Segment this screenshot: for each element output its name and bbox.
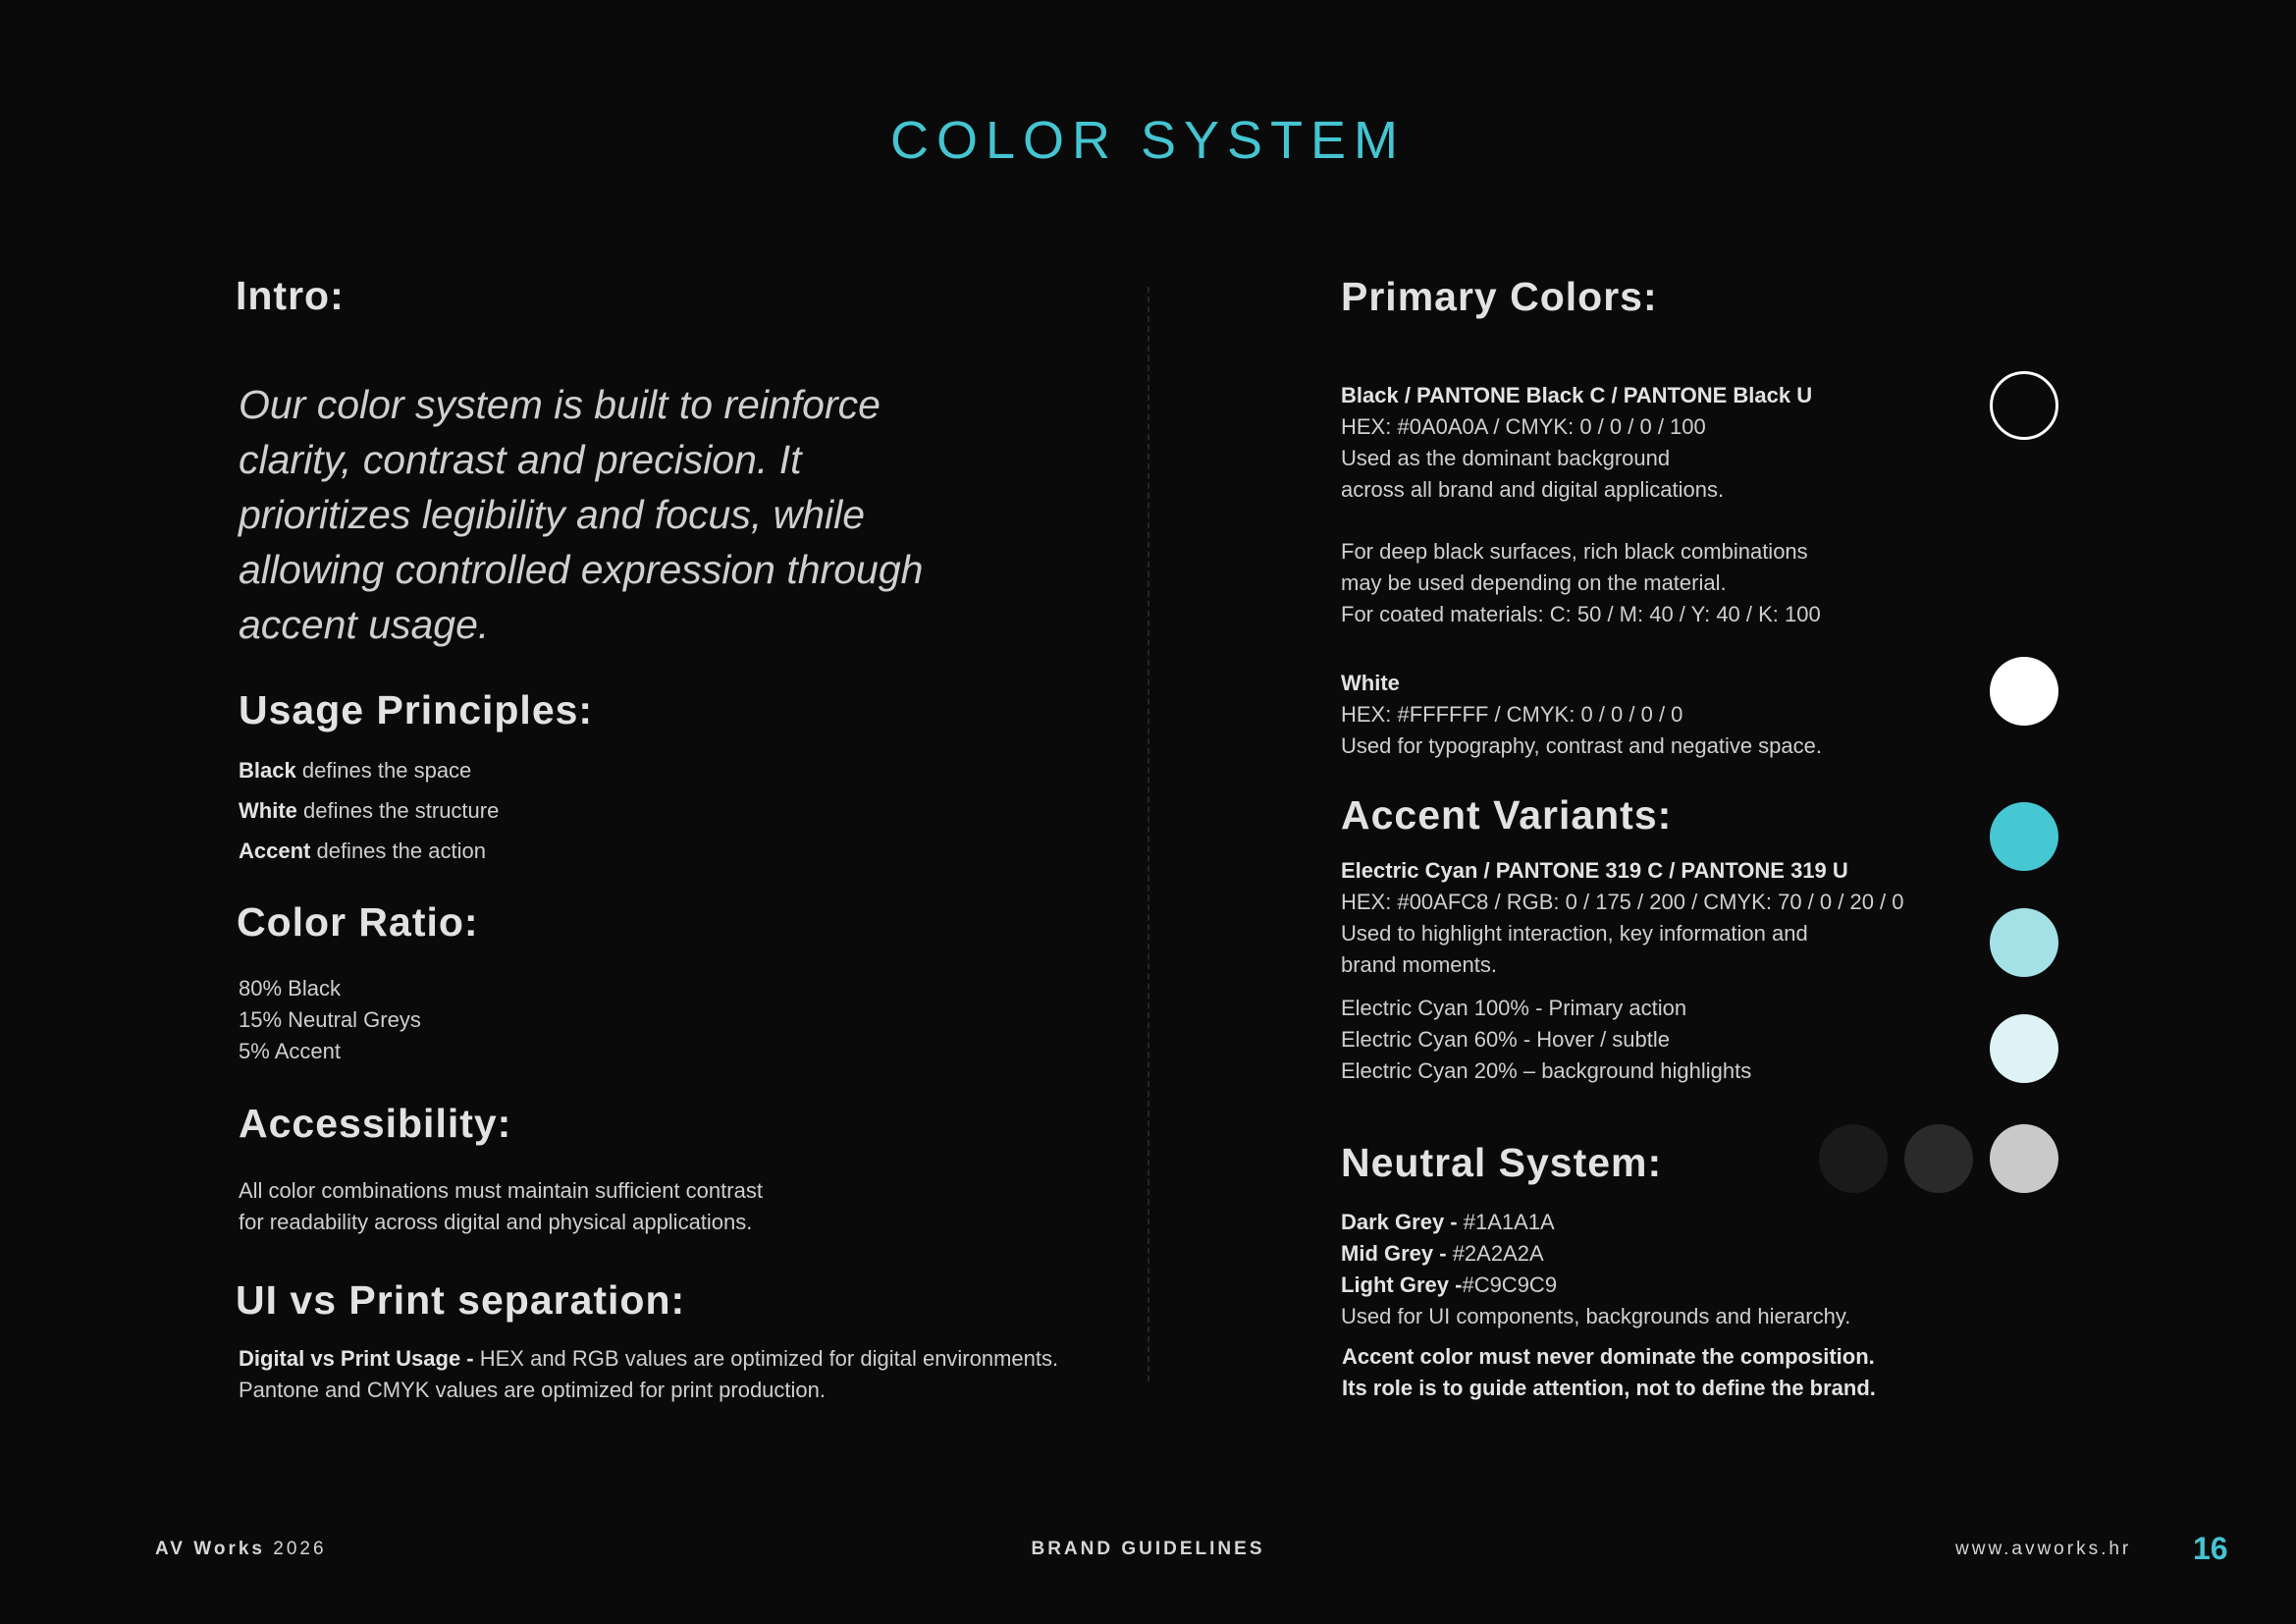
- accent-variants-heading: Accent Variants:: [1341, 792, 1673, 838]
- white-color-values: HEX: #FFFFFF / CMYK: 0 / 0 / 0 / 0: [1341, 702, 1683, 727]
- usage-principle-label: White: [239, 798, 297, 823]
- separation-line: Pantone and CMYK values are optimized for print production.: [239, 1378, 826, 1402]
- footer-url: www.avworks.hr: [1955, 1539, 2132, 1559]
- accent-usage-note: [1342, 1341, 1876, 1404]
- color-ratio-accent: 5% Accent: [239, 1039, 341, 1063]
- separation-heading: UI vs Print separation:: [236, 1277, 686, 1323]
- cyan-20-swatch: [1990, 1014, 2058, 1083]
- primary-colors-heading: Primary Colors:: [1341, 274, 1658, 319]
- cyan-60-swatch: [1990, 908, 2058, 977]
- usage-principle-text: defines the action: [310, 839, 486, 863]
- column-divider: [1148, 287, 1149, 1381]
- light-grey-swatch: [1990, 1124, 2058, 1193]
- usage-principle-black: [239, 755, 471, 786]
- accessibility-text: [239, 1175, 763, 1238]
- rich-black-note: [1341, 536, 1821, 630]
- intro-heading: Intro:: [236, 273, 345, 318]
- color-ratio-black: 80% Black: [239, 976, 341, 1001]
- usage-principle-text: defines the space: [295, 758, 472, 783]
- intro-text: Our color system is built to reinforce clarity, contrast and precision. It prioritizes legibility and focus, while allowing controlled expression through accent usage.: [239, 382, 924, 647]
- rich-black-line: For deep black surfaces, rich black combinations: [1341, 539, 1808, 564]
- neutral-desc: Used for UI components, backgrounds and hierarchy.: [1341, 1304, 1851, 1328]
- accessibility-heading: Accessibility:: [239, 1101, 512, 1146]
- accent-note-line: Its role is to guide attention, not to define the brand.: [1342, 1376, 1876, 1400]
- usage-principles-heading: Usage Principles:: [239, 687, 594, 732]
- accent-tints-list: [1341, 993, 1751, 1087]
- separation-text: [239, 1343, 1058, 1406]
- rich-black-line: For coated materials: C: 50 / M: 40 / Y: 40 / K: 100: [1341, 602, 1821, 626]
- separation-label: Digital vs Print Usage -: [239, 1346, 474, 1371]
- footer-brand-name: AV Works: [155, 1539, 265, 1559]
- accent-note-line: Accent color must never dominate the composition.: [1342, 1344, 1875, 1369]
- white-color-desc: Used for typography, contrast and negative space.: [1341, 733, 1822, 758]
- neutral-value: #1A1A1A: [1457, 1210, 1555, 1234]
- accent-color-spec: [1341, 855, 1904, 981]
- neutral-label: Light Grey -: [1341, 1272, 1463, 1297]
- dark-grey-swatch: [1819, 1124, 1888, 1193]
- accessibility-line: All color combinations must maintain sufficient contrast: [239, 1178, 763, 1203]
- footer-center-label: BRAND GUIDELINES: [1031, 1539, 1265, 1559]
- accent-color-values: HEX: #00AFC8 / RGB: 0 / 175 / 200 / CMYK: 70 / 0 / 20 / 0: [1341, 890, 1904, 914]
- accent-tint-20: Electric Cyan 20% – background highlights: [1341, 1058, 1752, 1083]
- accent-tint-60: Electric Cyan 60% - Hover / subtle: [1341, 1027, 1671, 1052]
- rich-black-line: may be used depending on the material.: [1341, 570, 1727, 595]
- white-swatch: [1990, 657, 2058, 726]
- accent-tint-100: Electric Cyan 100% - Primary action: [1341, 996, 1687, 1020]
- page-number: 16: [2193, 1531, 2228, 1566]
- accent-color-name: Electric Cyan / PANTONE 319 C / PANTONE 319 U: [1341, 858, 1848, 883]
- neutral-label: Dark Grey -: [1341, 1210, 1458, 1234]
- neutral-system-heading: Neutral System:: [1341, 1140, 1663, 1185]
- black-color-values: HEX: #0A0A0A / CMYK: 0 / 0 / 0 / 100: [1341, 414, 1706, 439]
- neutral-value: #C9C9C9: [1462, 1272, 1558, 1297]
- mid-grey-swatch: [1904, 1124, 1973, 1193]
- usage-principle-white: [239, 795, 499, 827]
- black-color-spec: [1341, 380, 1812, 506]
- black-color-name: Black / PANTONE Black C / PANTONE Black U: [1341, 383, 1813, 407]
- white-color-name: White: [1341, 671, 1400, 695]
- usage-principle-label: Accent: [239, 839, 311, 863]
- usage-principle-label: Black: [239, 758, 296, 783]
- black-color-desc: Used as the dominant background: [1341, 446, 1671, 470]
- neutral-label: Mid Grey -: [1341, 1241, 1447, 1266]
- black-color-desc: across all brand and digital applications.: [1341, 477, 1725, 502]
- neutral-value: #2A2A2A: [1446, 1241, 1544, 1266]
- color-ratio-heading: Color Ratio:: [237, 899, 479, 945]
- page-title: COLOR SYSTEM: [889, 111, 1407, 170]
- color-ratio-list: [239, 973, 421, 1067]
- color-ratio-greys: 15% Neutral Greys: [239, 1007, 421, 1032]
- accent-color-desc: Used to highlight interaction, key information and: [1341, 921, 1808, 946]
- cyan-100-swatch: [1990, 802, 2058, 871]
- separation-line: HEX and RGB values are optimized for digital environments.: [473, 1346, 1059, 1371]
- usage-principle-text: defines the structure: [296, 798, 500, 823]
- usage-principle-accent: [239, 836, 486, 867]
- white-color-spec: [1341, 668, 1822, 762]
- black-swatch: [1990, 371, 2058, 440]
- neutral-color-specs: [1341, 1207, 1850, 1332]
- accent-color-desc: brand moments.: [1341, 952, 1497, 977]
- footer-year: 2026: [273, 1539, 327, 1559]
- accessibility-line: for readability across digital and physical applications.: [239, 1210, 753, 1234]
